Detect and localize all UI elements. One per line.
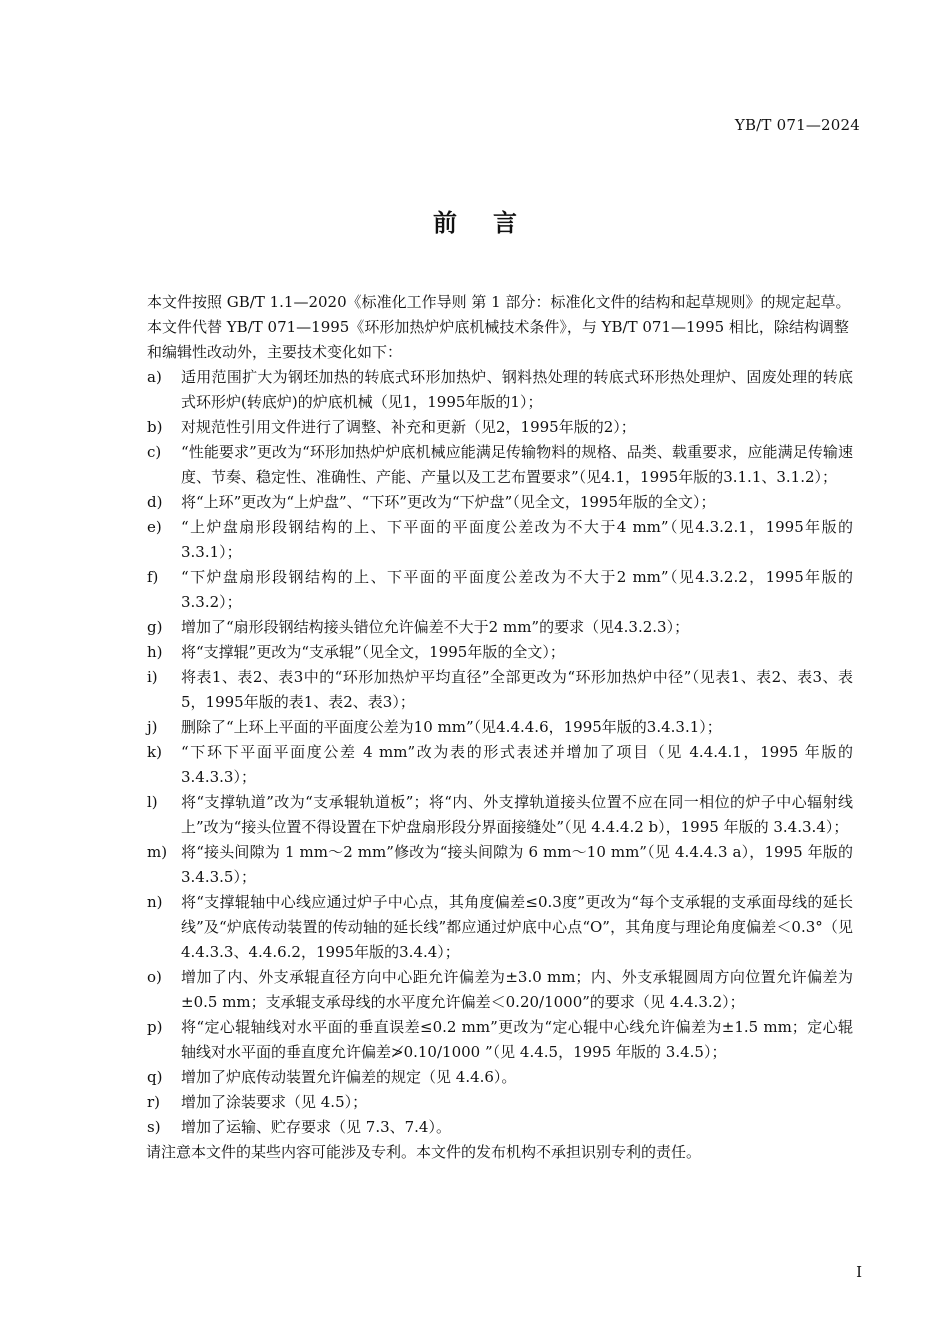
list-marker: k)	[147, 743, 162, 761]
list-item-text: “上炉盘扇形段钢结构的上、下平面的平面度公差改为不大于4 mm”（见4.3.2.1，1995年版的3.3.1）；	[181, 518, 853, 561]
list-marker: m)	[147, 843, 168, 861]
list-item	[147, 790, 853, 840]
list-marker: o)	[147, 968, 162, 986]
list-item	[147, 840, 853, 890]
list-item	[147, 565, 853, 615]
list-item	[147, 640, 853, 665]
list-item-text: 适用范围扩大为钢坯加热的转底式环形加热炉、钢料热处理的转底式环形热处理炉、固废处理的转底式环形炉(转底炉)的炉底机械（见1，1995年版的1）；	[181, 368, 853, 411]
list-item-text: 将“上环”更改为“上炉盘”、“下环”更改为“下炉盘”（见全文，1995年版的全文）；	[181, 493, 716, 511]
list-item	[147, 890, 853, 965]
list-marker: g)	[147, 618, 163, 636]
list-item	[147, 965, 853, 1015]
page-title: 前言	[433, 209, 553, 237]
list-item	[147, 1015, 853, 1065]
intro-paragraph-text-1: 本文件按照 GB/T 1.1—2020《标准化工作导则 第 1 部分：标准化文件的结构和起草规则》的规定起草。	[147, 293, 851, 311]
document-code: YB/T 071—2024	[734, 116, 860, 134]
list-item-text: 增加了运输、贮存要求（见 7.3、7.4）。	[181, 1118, 451, 1136]
list-item-text: “下炉盘扇形段钢结构的上、下平面的平面度公差改为不大于2 mm”（见4.3.2.2，1995年版的3.3.2）；	[181, 568, 853, 611]
list-item-text: 增加了涂装要求（见 4.5）；	[181, 1093, 368, 1111]
list-item-text: 将“支撑辊”更改为“支承辊”（见全文，1995年版的全文）；	[181, 643, 565, 661]
list-item	[147, 1090, 853, 1115]
list-marker: l)	[147, 793, 158, 811]
list-marker: s)	[147, 1118, 161, 1136]
list-marker: j)	[147, 718, 158, 736]
list-item-text: 增加了“扇形段钢结构接头错位允许偏差不大于2 mm”的要求（见4.3.2.3）；	[181, 618, 690, 636]
list-item-text: 对规范性引用文件进行了调整、补充和更新（见2，1995年版的2）；	[181, 418, 636, 436]
intro-paragraph-text-2: 本文件代替 YB/T 071—1995《环形加热炉炉底机械技术条件》，与 YB/T 071—1995 相比，除结构调整和编辑性改动外，主要技术变化如下：	[147, 318, 849, 361]
list-item	[147, 665, 853, 715]
list-item-text: 将“接头间隙为 1 mm～2 mm”修改为“接头间隙为 6 mm～10 mm”（见 4.4.4.3 a），1995 年版的 3.4.3.5）；	[181, 843, 853, 886]
list-item-text: 将“支撑辊轴中心线应通过炉子中心点，其角度偏差≤0.3度”更改为“每个支承辊的支承面母线的延长线”及“炉底传动装置的传动轴的延长线”都应通过炉底中心点“O”，其角度与理论角度偏差＜0.3°（见4.4.3.3、4.4.6.2，1995年版的3.4.4）；	[181, 893, 853, 961]
list-item-text: “性能要求”更改为“环形加热炉炉底机械应能满足传输物料的规格、品类、载重要求，应能满足传输速度、节奏、稳定性、准确性、产能、产量以及工艺布置要求”（见4.1，1995年版的3.1.1、3.1.2）；	[181, 443, 853, 486]
list-item	[147, 440, 853, 490]
page-number: I	[856, 1263, 862, 1281]
list-marker: q)	[147, 1068, 163, 1086]
list-item-text: 删除了“上环上平面的平面度公差为10 mm”（见4.4.4.6，1995年版的3.4.3.1）；	[181, 718, 722, 736]
patent-notice: 请注意本文件的某些内容可能涉及专利。本文件的发布机构不承担识别专利的责任。	[146, 1143, 702, 1161]
list-marker: f)	[147, 568, 159, 586]
list-item	[147, 490, 853, 515]
list-item-text: “下环下平面平面度公差 4 mm”改为表的形式表述并增加了项目（见 4.4.4.1，1995 年版的 3.4.3.3）；	[181, 743, 853, 786]
list-marker: p)	[147, 1018, 163, 1036]
technical-changes-list	[147, 365, 853, 1140]
intro-paragraph-replacement	[147, 315, 853, 365]
list-marker: a)	[147, 368, 162, 386]
list-marker: d)	[147, 493, 163, 511]
list-item	[147, 1115, 853, 1140]
list-item	[147, 365, 853, 415]
list-item-text: 增加了内、外支承辊直径方向中心距允许偏差为±3.0 mm；内、外支承辊圆周方向位置允许偏差为±0.5 mm；支承辊支承母线的水平度允许偏差＜0.20/1000”的要求（见 4.4.3.2）；	[181, 968, 853, 1011]
list-item-text: 将“定心辊轴线对水平面的垂直误差≤0.2 mm”更改为“定心辊中心线允许偏差为±1.5 mm；定心辊轴线对水平面的垂直度允许偏差≯0.10/1000 ”（见 4.4.5，1995 年版的 3.4.5）；	[181, 1018, 853, 1061]
list-marker: r)	[147, 1093, 161, 1111]
list-marker: e)	[147, 518, 162, 536]
list-marker: c)	[147, 443, 162, 461]
list-marker: b)	[147, 418, 163, 436]
list-item	[147, 415, 853, 440]
list-marker: h)	[147, 643, 163, 661]
list-item	[147, 515, 853, 565]
list-item-text: 将“支撑轨道”改为“支承辊轨道板”；将“内、外支撑轨道接头位置不应在同一相位的炉子中心辐射线上”改为“接头位置不得设置在下炉盘扇形段分界面接缝处”（见 4.4.4.2 b），1995 年版的 3.4.3.4）；	[181, 793, 853, 836]
list-item	[147, 715, 853, 740]
list-item-text: 将表1、表2、表3中的“环形加热炉平均直径”全部更改为“环形加热炉中径”（见表1、表2、表3、表5，1995年版的表1、表2、表3）；	[181, 668, 853, 711]
list-item	[147, 1065, 853, 1090]
list-marker: n)	[147, 893, 163, 911]
list-marker: i)	[147, 668, 158, 686]
document-body	[147, 290, 853, 1165]
list-item-text: 增加了炉底传动装置允许偏差的规定（见 4.4.6）。	[181, 1068, 517, 1086]
list-item	[147, 740, 853, 790]
intro-paragraph-drafting-rules	[147, 290, 853, 315]
list-item	[147, 615, 853, 640]
